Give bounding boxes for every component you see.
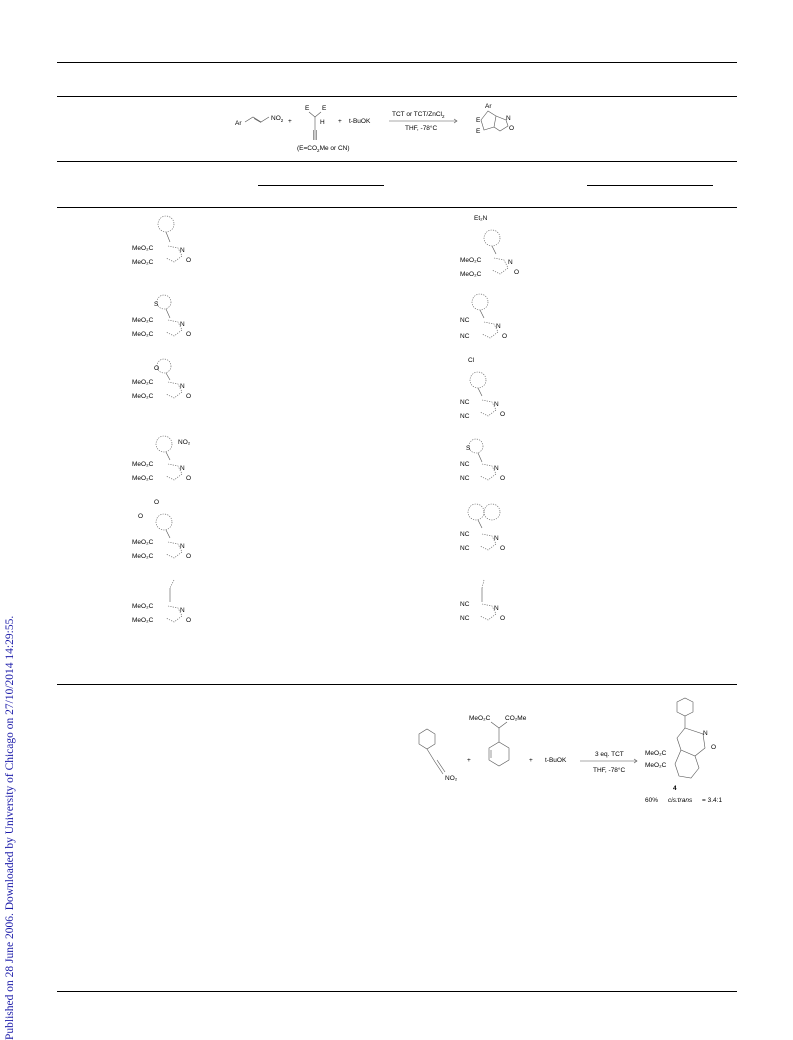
right-entry-1-ester-b: MeO₂C bbox=[460, 271, 482, 278]
right-entry-6-nitrile-a: NC bbox=[460, 601, 470, 608]
left-entry-3-ester-a: MeO₂C bbox=[132, 379, 154, 386]
right-entry-2-nitrile-b: NC bbox=[460, 333, 470, 340]
scheme2-plus-2: + bbox=[529, 757, 533, 764]
scheme2-product-meo2c-2: MeO₂C bbox=[645, 762, 667, 769]
rule-scheme-bottom bbox=[57, 161, 737, 162]
left-entry-4 bbox=[132, 436, 191, 482]
scheme2-co2me: CO₂Me bbox=[505, 715, 527, 722]
left-entry-5-o: O bbox=[186, 553, 192, 560]
left-entry-3-ester-b: MeO₂C bbox=[132, 393, 154, 400]
left-entry-5-ester-b: MeO₂C bbox=[132, 553, 154, 560]
scheme2-compound-number: 4 bbox=[673, 785, 677, 792]
right-entry-1-o: O bbox=[514, 269, 520, 276]
right-entry-6-nitrile-b: NC bbox=[460, 615, 470, 622]
left-entry-4-ester-a: MeO₂C bbox=[132, 461, 154, 468]
scheme1-base: t-BuOK bbox=[349, 118, 371, 125]
table-right-column bbox=[448, 212, 548, 632]
right-entry-2 bbox=[460, 294, 507, 340]
right-entry-5 bbox=[460, 504, 505, 552]
right-entry-1-n: N bbox=[508, 259, 513, 266]
scheme1-h: H bbox=[320, 119, 325, 126]
left-entry-2-ester-a: MeO₂C bbox=[132, 317, 154, 324]
rule-header-bottom bbox=[57, 207, 737, 208]
scheme1-product-n: N bbox=[506, 115, 511, 122]
published-note bbox=[4, 615, 18, 1040]
left-entry-6-o: O bbox=[186, 617, 192, 624]
right-entry-3-nitrile-a: NC bbox=[460, 399, 470, 406]
right-entry-5-o: O bbox=[500, 545, 506, 552]
left-entry-4-n: N bbox=[180, 465, 185, 472]
left-entry-1-ester-a: MeO₂C bbox=[132, 245, 154, 252]
right-entry-3-substituent: Cl bbox=[468, 357, 475, 364]
left-entry-1 bbox=[132, 216, 191, 266]
scheme1-product-e-1: E bbox=[476, 117, 481, 124]
left-entry-3-n: N bbox=[180, 383, 185, 390]
right-entry-6-n: N bbox=[494, 605, 499, 612]
left-entry-2 bbox=[132, 295, 191, 338]
left-entry-2-substituent: S bbox=[154, 301, 159, 308]
left-entry-6-ester-a: MeO₂C bbox=[132, 603, 154, 610]
left-entry-3 bbox=[132, 359, 191, 400]
rule-subheader-left bbox=[258, 185, 384, 186]
left-entry-6-n: N bbox=[180, 607, 185, 614]
scheme1-reagent-top: TCT or TCT/ZnCl$_2$ bbox=[392, 111, 445, 119]
right-entry-4 bbox=[460, 439, 505, 482]
left-entry-5-substituent-2: O bbox=[138, 513, 144, 520]
scheme2-meo2c: MeO₂C bbox=[469, 715, 491, 722]
right-entry-4-nitrile-b: NC bbox=[460, 475, 470, 482]
right-entry-5-nitrile-a: NC bbox=[460, 531, 470, 538]
right-entry-2-o: O bbox=[502, 333, 508, 340]
scheme2-no2: NO₂ bbox=[445, 775, 458, 782]
left-entry-6-ester-b: MeO₂C bbox=[132, 617, 154, 624]
left-entry-4-o: O bbox=[186, 475, 192, 482]
left-entry-4-ester-b: MeO₂C bbox=[132, 475, 154, 482]
left-entry-1-o: O bbox=[186, 257, 192, 264]
scheme2-reagent-top: 3 eq. TCT bbox=[595, 751, 624, 758]
rule-top bbox=[57, 62, 737, 63]
scheme2-yield: 60% bbox=[645, 797, 659, 804]
scheme2-product-o: O bbox=[711, 744, 717, 751]
right-entry-3-n: N bbox=[494, 401, 499, 408]
reaction-scheme-general bbox=[225, 98, 555, 160]
right-entry-3-o: O bbox=[500, 411, 506, 418]
right-entry-1-substituent: Et₂N bbox=[474, 215, 488, 222]
right-entry-1 bbox=[460, 215, 519, 278]
scheme1-plus-2: + bbox=[338, 118, 342, 125]
left-entry-2-ester-b: MeO₂C bbox=[132, 331, 154, 338]
right-entry-4-nitrile-a: NC bbox=[460, 461, 470, 468]
scheme2-reagent-bottom: THF, -78°C bbox=[593, 767, 626, 774]
right-entry-2-nitrile-a: NC bbox=[460, 317, 470, 324]
right-entry-3-nitrile-b: NC bbox=[460, 413, 470, 420]
right-entry-3 bbox=[460, 357, 505, 420]
scheme1-no2: $NO_2$ bbox=[271, 115, 284, 123]
right-entry-1-ester-a: MeO₂C bbox=[460, 257, 482, 264]
left-entry-3-o: O bbox=[186, 393, 192, 400]
rule-subheader-right bbox=[587, 185, 713, 186]
scheme1-product-ar: Ar bbox=[485, 103, 492, 110]
left-entry-4-substituent: NO₂ bbox=[178, 439, 191, 446]
scheme2-ratio-label: cis:trans bbox=[668, 797, 693, 804]
right-entry-6 bbox=[460, 580, 505, 622]
published-note-text: Published on 28 June 2006. Downloaded by University of Chicago on 27/10/2014 14:29:55. bbox=[4, 615, 16, 1040]
right-entry-2-n: N bbox=[496, 323, 501, 330]
right-entry-5-n: N bbox=[494, 535, 499, 542]
right-entry-4-o: O bbox=[500, 475, 506, 482]
right-entry-5-nitrile-b: NC bbox=[460, 545, 470, 552]
rule-table-bottom bbox=[57, 684, 737, 685]
scheme2-product-meo2c-1: MeO₂C bbox=[645, 750, 667, 757]
left-entry-1-ester-b: MeO₂C bbox=[132, 259, 154, 266]
right-entry-4-substituent: S bbox=[466, 445, 471, 452]
scheme2-base: t-BuOK bbox=[545, 757, 567, 764]
left-entry-6 bbox=[132, 580, 191, 624]
scheme2-ratio-value: = 3.4:1 bbox=[702, 797, 723, 804]
scheme1-plus-1: + bbox=[288, 118, 292, 125]
left-entry-2-n: N bbox=[180, 321, 185, 328]
scheme1-e-1: E bbox=[305, 105, 310, 112]
reaction-scheme-compound-4 bbox=[405, 694, 775, 812]
scheme1-product-e-2: E bbox=[476, 128, 481, 135]
left-entry-5 bbox=[132, 499, 191, 560]
left-entry-2-o: O bbox=[186, 331, 192, 338]
left-entry-3-substituent: O bbox=[154, 365, 160, 372]
scheme1-product-o: O bbox=[509, 125, 515, 132]
right-entry-6-o: O bbox=[500, 615, 506, 622]
right-entry-4-n: N bbox=[494, 465, 499, 472]
table-left-column bbox=[120, 212, 220, 632]
scheme1-reagent-bottom: THF, -78°C bbox=[405, 125, 438, 132]
rule-page-bottom bbox=[57, 991, 737, 992]
left-entry-5-n: N bbox=[180, 543, 185, 550]
left-entry-5-ester-a: MeO₂C bbox=[132, 539, 154, 546]
left-entry-5-substituent-1: O bbox=[154, 499, 160, 506]
left-entry-1-n: N bbox=[180, 247, 185, 254]
scheme1-e-2: E bbox=[322, 105, 327, 112]
scheme2-plus-1: + bbox=[467, 757, 471, 764]
scheme1-ar: Ar bbox=[235, 120, 242, 127]
rule-table-top bbox=[57, 96, 737, 97]
scheme1-e-definition: ($E=CO_2Me$ or CN) bbox=[297, 145, 350, 153]
scheme2-product-n: N bbox=[703, 730, 708, 737]
